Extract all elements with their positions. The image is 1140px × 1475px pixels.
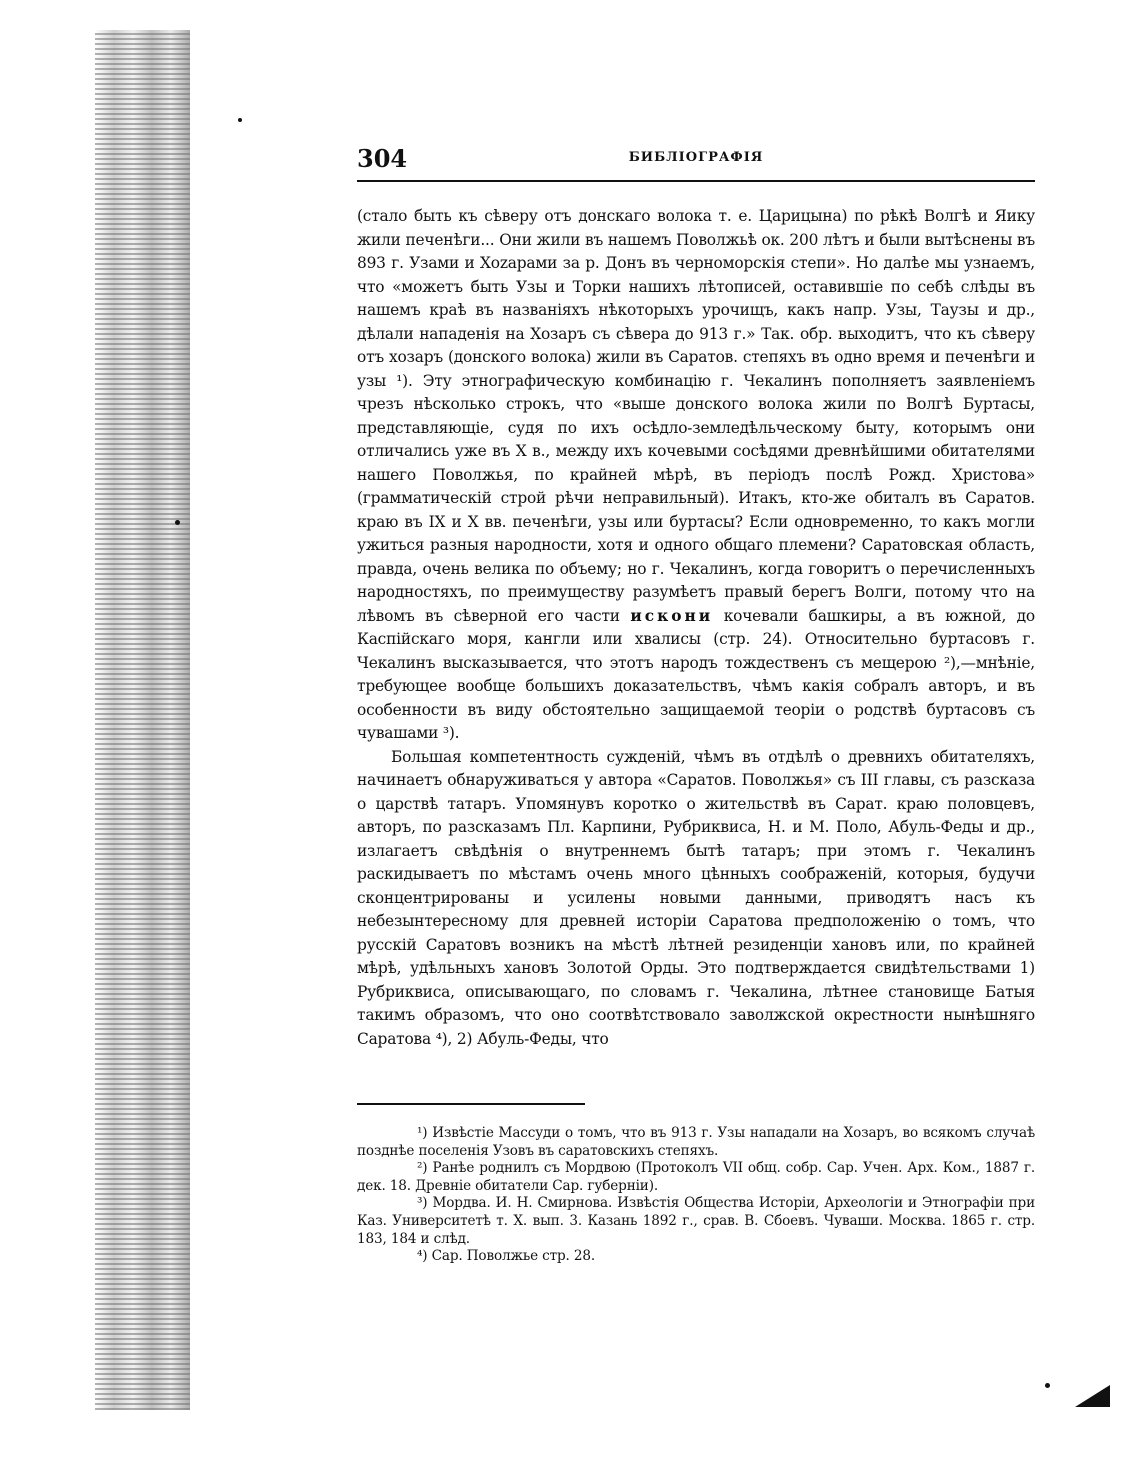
body-text — [357, 205, 1035, 1051]
footnote-4: ⁴) Сар. Поволжье стр. 28. — [417, 1248, 596, 1265]
running-head: БИБЛІОГРАФІЯ — [628, 150, 764, 165]
scan-speck — [238, 118, 242, 122]
page-header — [357, 140, 1035, 182]
footnote-3: ³) Мордва. И. Н. Смирнова. Извѣстія Общества Исторіи, Археологіи и Этнографіи при Каз. Университетѣ т. X. вып. 3. Казань 1892 г., срав. В. Сбоевъ. Чуваши. Москва. 1865 г. стр. 183, 184 и слѣд. — [357, 1195, 1035, 1247]
paragraph-1 — [357, 205, 1035, 746]
book-binding-edge — [95, 30, 190, 1410]
paragraph-1-end: кочевали башкиры, а въ южной, до Каспійскаго моря, кангли или хвалисы (стр. 24). Относительно буртасовъ г. Чекалинъ высказывается, что этотъ народъ тождественъ съ мещерою ²),—мнѣніе, требующее вообще большихъ доказательствъ, чѣмъ какія собралъ авторъ, и въ особенности въ виду обстоятельно защищаемой теоріи о родствѣ буртасовъ съ чувашами ³). — [357, 606, 1035, 742]
paragraph-2: Большая компетентность сужденій, чѣмъ въ отдѣлѣ о древнихъ обитателяхъ, начинаетъ обнаруживаться у автора «Саратов. Поволжья» съ III главы, съ разсказа о царствѣ татаръ. Упомянувъ коротко о жительствѣ въ Сарат. краю половцевъ, авторъ, по разсказамъ Пл. Карпини, Рубриквиса, Н. и М. Поло, Абуль-Феды и др., излагаетъ свѣдѣнія о внутреннемъ бытѣ татаръ; при этомъ г. Чекалинъ раскидываетъ по мѣстамъ очень много цѣнныхъ соображеній, которыя, будучи сконцентрированы и усилены новыми данными, приводятъ насъ къ небезынтересному для древней исторіи Саратова предположенію о томъ, что русскій Саратовъ возникъ на мѣстѣ лѣтней резиденціи хановъ или, по крайней мѣрѣ, удѣльныхъ хановъ Золотой Орды. Это подтверждается свидѣтельствами 1) Рубриквиса, описывающаго, по словамъ г. Чекалина, лѣтнее становище Батыя такимъ образомъ, что оно соотвѣтствовало заволжской окрестности нынѣшняго Саратова ⁴), 2) Абуль-Феды, что — [357, 747, 1035, 1048]
footnotes — [357, 1125, 1035, 1266]
spaced-emphasis-word: искони — [630, 606, 714, 625]
footnote-divider — [357, 1103, 585, 1105]
page-number: 304 — [357, 144, 408, 173]
paragraph-1-text: (стало быть къ сѣверу отъ донскаго волока т. е. Царицына) по рѣкѣ Волгѣ и Яику жили печенѣги... Они жили въ нашемъ Поволжьѣ ок. 200 лѣтъ и были вытѣснены въ 893 г. Узами и Хоzарами за р. Донъ въ черноморскія степи». Но далѣе мы узнаемъ, что «можетъ быть Узы и Торки нашихъ лѣтописей, оставившіе по себѣ слѣды въ нашемъ краѣ въ названіяхъ нѣкоторыхъ урочищъ, какъ напр. Узы, Таузы и др., дѣлали нападенія на Хозаръ съ сѣвера до 913 г.» Так. обр. выходитъ, что къ сѣверу отъ хозаръ (донского волока) жили въ Саратов. степяхъ въ одно время и печенѣги и узы ¹). Эту этнографическую комбинацію г. Чекалинъ пополняетъ заявленіемъ чрезъ нѣсколько строкъ, что «выше донского волока жили по Волгѣ Буртасы, представляющіе, судя по ихъ осѣдло-земледѣльческому быту, которымъ они отличались уже въ X в., между ихъ кочевыми сосѣдями древнѣйшими обитателями нашего Поволжья, по крайней мѣрѣ, въ періодъ послѣ Рожд. Христова» (грамматическій строй рѣчи неправильный). Итакъ, кто-же обиталъ въ Саратов. краю въ IX и X вв. печенѣги, узы или буртасы? Если одновременно, то какъ могли ужиться разныя народности, хотя и одного общаго племени? Саратовская область, правда, очень велика по объему; но г. Чекалинъ, когда говоритъ о перечисленныхъ народностяхъ, по преимуществу разумѣетъ правый берегъ Волги, потому что на лѣвомъ въ сѣверной его части — [357, 207, 1035, 625]
scan-speck — [1045, 1383, 1050, 1388]
footnote-2: ²) Ранѣе роднилъ съ Мордвою (Протоколъ VII общ. собр. Сар. Учен. Арх. Ком., 1887 г. дек. 18. Древніе обитатели Сар. губерніи). — [357, 1160, 1035, 1194]
footnote-1: ¹) Извѣстіе Массуди о томъ, что въ 913 г. Узы нападали на Хозаръ, во всякомъ случаѣ позднѣе поселенія Узовъ въ саратовскихъ степяхъ. — [357, 1125, 1035, 1159]
scan-corner-mark — [1075, 1385, 1110, 1407]
scan-speck — [175, 520, 180, 525]
